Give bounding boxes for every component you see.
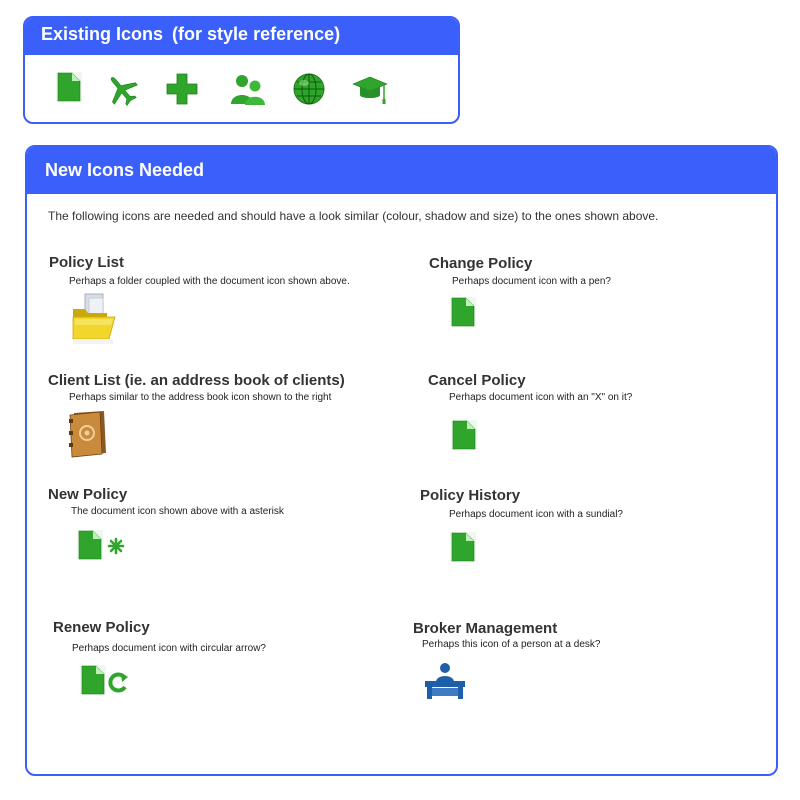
existing-icons-title: Existing Icons [41, 24, 164, 44]
item-title: Cancel Policy [428, 372, 526, 389]
document-icon [450, 419, 478, 451]
existing-icons-panel [23, 16, 460, 124]
intro-text: The following icons are needed and should have a look similar (colour, shadow and size) to the ones shown above. [48, 209, 659, 223]
item-title: Client List (ie. an address book of clients) [48, 372, 345, 389]
document-refresh-icon [79, 664, 131, 698]
document-icon [449, 531, 477, 563]
item-desc: Perhaps document icon with a sundial? [449, 509, 623, 520]
item-desc: Perhaps document icon with an "X" on it? [449, 392, 633, 403]
item-change-policy [429, 255, 532, 272]
globe-icon [292, 72, 326, 106]
folder-document-icon [71, 293, 117, 345]
item-policy-history [420, 487, 520, 504]
item-desc: The document icon shown above with a asterisk [71, 506, 284, 517]
item-renew-policy [53, 619, 150, 636]
people-icon [229, 72, 267, 106]
new-icons-title: New Icons Needed [45, 160, 205, 180]
document-icon [55, 71, 83, 103]
document-icon [449, 296, 477, 328]
item-desc: Perhaps this icon of a person at a desk? [422, 639, 601, 650]
new-icons-panel [25, 145, 778, 776]
existing-icons-header [25, 18, 458, 55]
item-new-policy [48, 486, 127, 503]
item-policy-list [49, 254, 124, 271]
item-desc: Perhaps similar to the address book icon shown to the right [69, 392, 332, 403]
item-desc: Perhaps document icon with a pen? [452, 276, 611, 287]
address-book-icon [66, 409, 110, 459]
item-title: New Policy [48, 486, 128, 503]
item-title: Broker Management [413, 620, 558, 637]
item-title: Renew Policy [53, 619, 150, 636]
graduation-cap-icon [351, 74, 389, 106]
person-desk-icon [424, 662, 466, 700]
airplane-icon [104, 72, 140, 108]
item-desc: Perhaps document icon with circular arrow? [72, 643, 266, 654]
item-title: Change Policy [429, 255, 533, 272]
document-asterisk-icon [76, 529, 128, 563]
item-client-list [48, 372, 345, 389]
item-title: Policy History [420, 487, 521, 504]
item-cancel-policy [428, 372, 526, 389]
existing-icons-subtitle: (for style reference) [172, 24, 341, 44]
item-broker-management [413, 620, 557, 637]
plus-icon [165, 72, 199, 106]
item-desc: Perhaps a folder coupled with the document icon shown above. [69, 276, 350, 287]
new-icons-header [27, 147, 776, 194]
item-title: Policy List [49, 254, 125, 271]
